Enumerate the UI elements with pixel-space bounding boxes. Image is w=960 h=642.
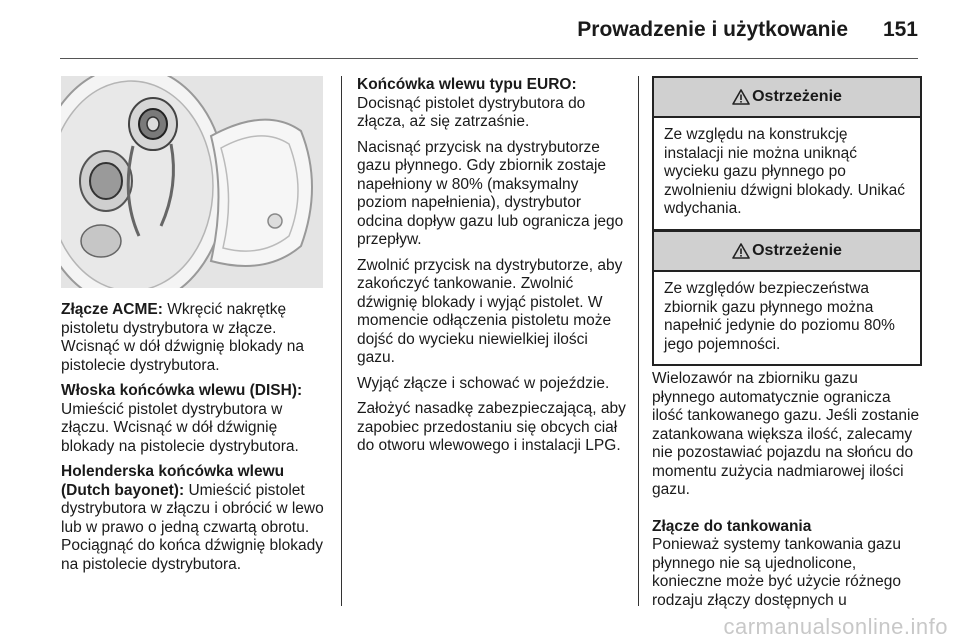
paragraph-acme [61,301,329,375]
paragraph-euro [357,76,627,132]
column-divider-right [638,76,639,606]
column-divider-left [341,76,342,606]
heading-acme: Złącze ACME: [61,301,163,318]
paragraph-release-button: Zwolnić przycisk na dystrybutorze, aby zakończyć tankowanie. Zwolnić dźwignię blokady i wyjąć pistolet. W momencie odłączenia pistoletu może dojść do wycieku niewielkiej ilości gazu. [357,256,623,366]
heading-dish: Włoska końcówka wlewu (DISH): [61,382,303,399]
warning-text-1: Ze względu na konstrukcję instalacji nie można uniknąć wycieku gazu płynnego po zwolnieniu dźwigni blokady. Unikać wdychania. [664,126,905,217]
paragraph-dutch [61,463,329,574]
fuel-filler-illustration [61,76,323,288]
warning-box-2 [652,230,922,366]
watermark: carmanualsonline.info [723,614,948,639]
paragraph-multivalve: Wielozawór na zbiorniku gazu płynnego automatycznie ogranicza ilość tankowanego gazu. Jeśli zostanie zatankowana większa ilość, zalecamy nie pozostawiać pojazdu na słońcu do momentu zużycia nadmiarowej ilości gazu. [652,370,920,498]
column-1-text [61,301,329,581]
column-3-text [652,370,922,617]
text-acme: Wkręcić nakrętkę pistoletu dystrybutora w złącze. Wcisnąć w dół dźwignię blokady na pistolecie dystrybutora. [61,301,304,374]
heading-dutch: Holenderska końcówka wlewu (Dutch bayonet): [61,463,285,499]
text-euro: Docisnąć pistolet dystrybutora do złącza, aż się zatrzaśnie. [357,94,586,130]
warning-title-2: Ostrzeżenie [752,242,842,259]
page-number: 151 [882,18,918,41]
paragraph-dish [61,382,329,456]
warning-triangle-icon [732,243,750,259]
text-dutch: Umieścić pistolet dystrybutora w złączu i obrócić w lewo lub w prawo o jedną czwartą obrotu. Pociągnąć do końca dźwignię blokady na pistolecie dystrybutora. [61,481,324,573]
paragraph-protective-cap: Założyć nasadkę zabezpieczającą, aby zapobiec przedostaniu się obcych ciał do otworu wlewowego i instalacji LPG. [357,400,626,454]
warning-text-2: Ze względów bezpieczeństwa zbiornik gazu płynnego można napełnić jedynie do poziomu 80% jego pojemności. [664,280,895,353]
paragraph-connector [652,518,922,611]
text-connector: Ponieważ systemy tankowania gazu płynnego nie są ujednolicone, konieczne może być użycie różnego rodzaju złączy dostępnych u [652,536,901,609]
column-2-text [357,76,627,463]
text-dish: Umieścić pistolet dystrybutora w złączu. Wcisnąć w dół dźwignię blokady na pistolecie dystrybutora. [61,400,299,455]
warning-triangle-icon [732,89,750,105]
heading-euro: Końcówka wlewu typu EURO: [357,76,577,93]
heading-connector: Złącze do tankowania [652,517,812,535]
header-rule [60,58,918,59]
warning-header-2 [654,232,920,272]
warning-box-1 [652,76,922,231]
paragraph-remove-connector: Wyjąć złącze i schować w pojeździe. [357,374,610,392]
paragraph-press-button: Nacisnąć przycisk na dystrybutorze gazu płynnego. Gdy zbiornik zostaje napełniony w 80% (maksymalny poziom napełnienia), dystrybutor odcina dopływ gazu lub ogranicza jego przepływ. [357,138,624,248]
warning-header-1 [654,78,920,118]
warning-title-1: Ostrzeżenie [752,88,842,105]
page-title: Prowadzenie i użytkowanie [577,18,848,41]
page-header [0,0,960,62]
